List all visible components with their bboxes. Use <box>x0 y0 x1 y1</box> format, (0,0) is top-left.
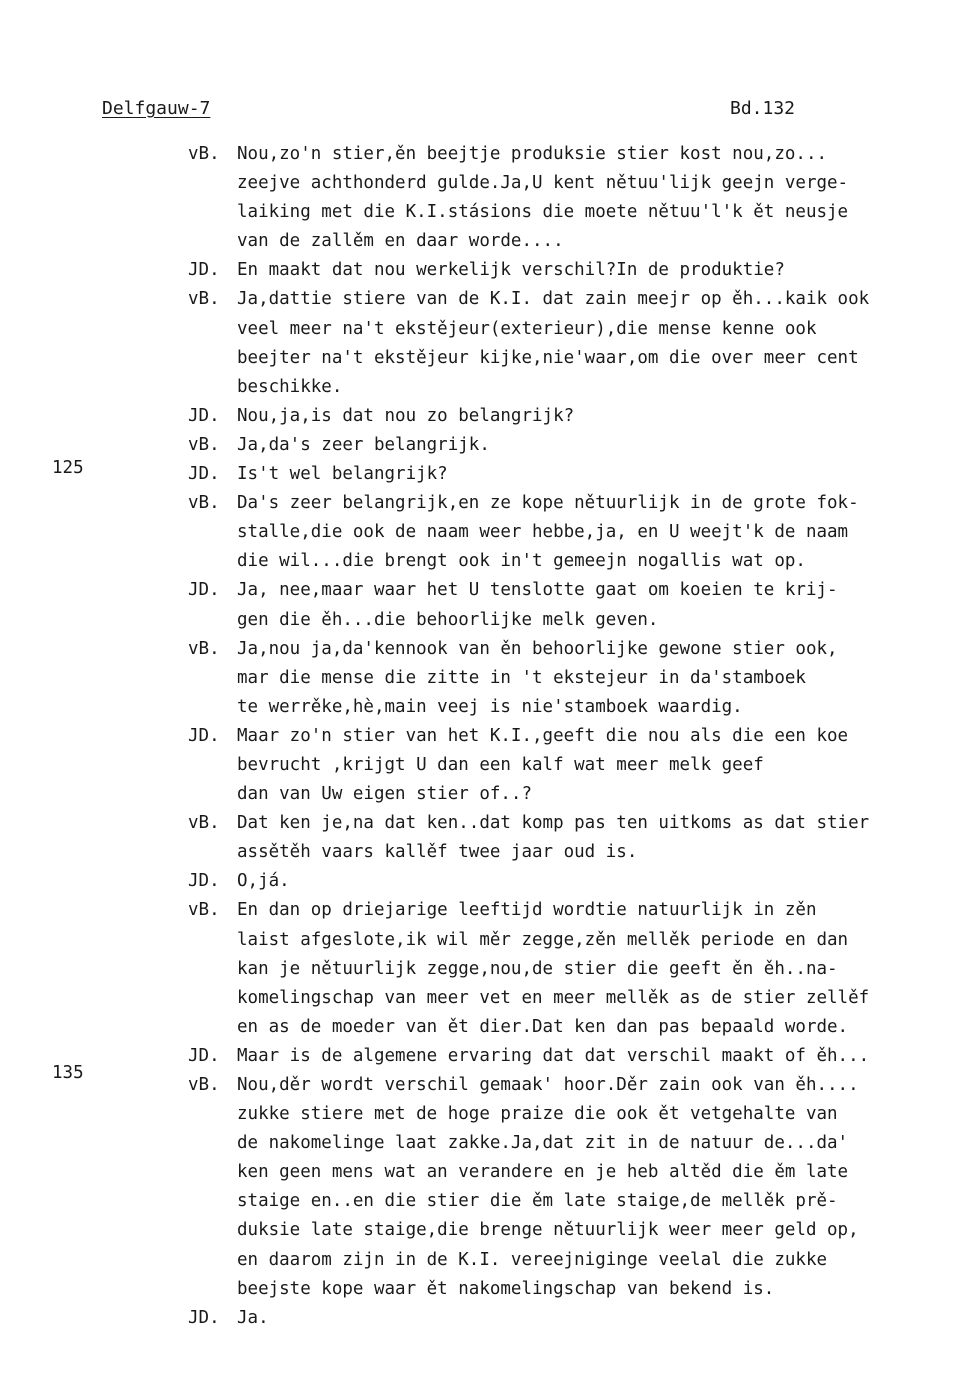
tape-number: Bd.132 <box>730 98 796 119</box>
speaker-label: JD. <box>188 260 220 281</box>
transcript-line <box>0 984 973 1013</box>
transcript-line <box>0 1246 973 1275</box>
transcript-line <box>0 722 973 751</box>
utterance-text: beejter na't ekstějeur kijke,nie'waar,om die over meer cent <box>237 347 859 368</box>
transcript-line <box>0 751 973 780</box>
utterance-text: gen die ěh...die behoorlijke melk geven. <box>237 609 659 630</box>
transcript-line <box>0 285 973 314</box>
transcript-line <box>0 1158 973 1187</box>
speaker-label: JD. <box>188 725 220 746</box>
speaker-label: JD. <box>188 580 220 601</box>
transcript-turn <box>0 489 973 576</box>
utterance-text: stalle,die ook de naam weer hebbe,ja, en U weejt'k de naam <box>237 522 849 543</box>
utterance-text: Ja,nou ja,da'kennook van ěn behoorlijke gewone stier ook, <box>237 638 838 659</box>
utterance-text: Ja, nee,maar waar het U tenslotte gaat om koeien te krij- <box>237 580 838 601</box>
speaker-label: vB. <box>188 434 220 455</box>
utterance-text: assětěh vaars kallěf twee jaar oud is. <box>237 842 638 863</box>
transcript-turn <box>0 809 973 867</box>
transcript-turn <box>0 1071 973 1304</box>
utterance-text: van de zallěm en daar worde.... <box>237 231 564 252</box>
transcript-turn <box>0 140 973 256</box>
utterance-text: mar die mense die zitte in 't ekstejeur in da'stamboek <box>237 667 806 688</box>
transcript-line <box>0 664 973 693</box>
transcript-line <box>0 256 973 285</box>
transcript-turn <box>0 635 973 722</box>
utterance-text: veel meer na't ekstějeur(exterieur),die mense kenne ook <box>237 318 817 339</box>
transcript-line <box>0 693 973 722</box>
speaker-label: vB. <box>188 144 220 164</box>
speaker-label: JD. <box>188 1045 220 1066</box>
speaker-label: vB. <box>188 1075 220 1095</box>
utterance-text: kan je nětuurlijk zegge,nou,de stier die geeft ěn ěh..na- <box>237 958 838 979</box>
speaker-label: JD. <box>188 405 220 426</box>
utterance-text: en as de moeder van ět dier.Dat ken dan pas bepaald worde. <box>237 1016 849 1037</box>
transcript-line <box>0 489 973 518</box>
transcript <box>0 140 973 1333</box>
transcript-line <box>0 227 973 256</box>
transcript-line <box>0 867 973 896</box>
transcript-line <box>0 838 973 867</box>
utterance-text: komelingschap van meer vet en meer mellěk as de stier zellěf <box>237 987 870 1008</box>
transcript-turn <box>0 1304 973 1333</box>
speaker-label: vB. <box>188 900 220 921</box>
transcript-turn <box>0 285 973 401</box>
transcript-line <box>0 926 973 955</box>
transcript-line <box>0 576 973 605</box>
transcript-line <box>0 1042 973 1071</box>
transcript-line <box>0 955 973 984</box>
speaker-label: vB. <box>188 289 220 310</box>
utterance-text: te werrěke,hè,main veej is nie'stamboek waardig. <box>237 696 743 717</box>
transcript-line <box>0 635 973 664</box>
utterance-text: beschikke. <box>237 376 343 397</box>
transcript-line <box>0 1100 973 1129</box>
utterance-text: bevrucht ,krijgt U dan een kalf wat meer melk geef <box>237 754 764 775</box>
transcript-turn <box>0 256 973 285</box>
transcript-line <box>0 518 973 547</box>
transcript-line <box>0 431 973 460</box>
utterance-text: duksie late staige,die brenge nětuurlijk weer meer geld op, <box>237 1220 859 1241</box>
utterance-text: dan van Uw eigen stier of..? <box>237 784 533 805</box>
transcript-turn <box>0 867 973 896</box>
utterance-text: En dan op driejarige leeftijd wordtie natuurlijk in zěn <box>237 900 817 921</box>
utterance-text: laist afgeslote,ik wil měr zegge,zěn mellěk periode en dan <box>237 929 849 950</box>
transcript-turn <box>0 431 973 460</box>
transcript-line <box>0 373 973 402</box>
utterance-text: Ja. <box>237 1307 269 1328</box>
utterance-text: staige en..en die stier die ěm late staige,de mellěk prě- <box>237 1191 838 1212</box>
transcript-line <box>0 896 973 925</box>
transcript-line <box>0 140 973 169</box>
transcript-line <box>0 809 973 838</box>
utterance-text: Da's zeer belangrijk,en ze kope nětuurlijk in de grote fok- <box>237 493 859 514</box>
transcript-line <box>0 780 973 809</box>
transcript-turn <box>0 460 973 489</box>
speaker-label: vB. <box>188 638 220 659</box>
utterance-text: laiking met die K.I.stásions die moete nětuu'l'k ět neusje <box>237 202 849 223</box>
line-number-135: 135 <box>52 1063 84 1083</box>
transcript-turn <box>0 722 973 809</box>
transcript-line <box>0 1275 973 1304</box>
utterance-text: Dat ken je,na dat ken..dat komp pas ten uitkoms as dat stier <box>237 813 870 834</box>
utterance-text: Is't wel belangrijk? <box>237 464 448 485</box>
transcript-line <box>0 198 973 227</box>
transcript-turn <box>0 1042 973 1071</box>
transcript-line <box>0 315 973 344</box>
utterance-text: ken geen mens wat an verandere en je heb altěd die ěm late <box>237 1162 849 1183</box>
speaker-label: JD. <box>188 464 220 485</box>
utterance-text: en daarom zijn in de K.I. vereejniginge veelal die zukke <box>237 1249 828 1270</box>
transcript-line <box>0 1304 973 1333</box>
transcript-line <box>0 1013 973 1042</box>
line-number-125: 125 <box>52 458 84 478</box>
transcript-line <box>0 1187 973 1216</box>
utterance-text: O,já. <box>237 871 290 892</box>
document-id: Delfgauw-7 <box>102 98 211 119</box>
speaker-label: vB. <box>188 493 220 514</box>
utterance-text: Maar zo'n stier van het K.I.,geeft die nou als die een koe <box>237 725 849 746</box>
speaker-label: vB. <box>188 813 220 834</box>
utterance-text: Nou,ja,is dat nou zo belangrijk? <box>237 405 575 426</box>
utterance-text: Nou,děr wordt verschil gemaak' hoor.Děr zain ook van ěh.... <box>237 1075 859 1095</box>
transcript-line <box>0 460 973 489</box>
transcript-turn <box>0 402 973 431</box>
utterance-text: Ja,dattie stiere van de K.I. dat zain meejr op ěh...kaik ook <box>237 289 870 310</box>
utterance-text: Maar is de algemene ervaring dat dat verschil maakt of ěh... <box>237 1045 870 1066</box>
utterance-text: En maakt dat nou werkelijk verschil?In de produktie? <box>237 260 785 281</box>
transcript-line <box>0 1216 973 1245</box>
transcript-line <box>0 169 973 198</box>
transcript-turn <box>0 896 973 1041</box>
transcript-line <box>0 344 973 373</box>
transcript-line <box>0 402 973 431</box>
transcript-line <box>0 1129 973 1158</box>
utterance-text: zukke stiere met de hoge praize die ook ět vetgehalte van <box>237 1104 838 1125</box>
utterance-text: Nou,zo'n stier,ěn beejtje produksie stier kost nou,zo... <box>237 144 828 164</box>
speaker-label: JD. <box>188 871 220 892</box>
transcript-line <box>0 606 973 635</box>
transcript-turn <box>0 576 973 634</box>
utterance-text: die wil...die brengt ook in't gemeejn nogallis wat op. <box>237 551 806 572</box>
utterance-text: de nakomelinge laat zakke.Ja,dat zit in de natuur de...da' <box>237 1133 849 1154</box>
transcript-line <box>0 1071 973 1100</box>
utterance-text: zeejve achthonderd gulde.Ja,U kent nětuu'lijk geejn verge- <box>237 173 849 194</box>
utterance-text: beejste kope waar ět nakomelingschap van bekend is. <box>237 1278 775 1299</box>
utterance-text: Ja,da's zeer belangrijk. <box>237 434 490 455</box>
transcript-line <box>0 547 973 576</box>
speaker-label: JD. <box>188 1307 220 1328</box>
